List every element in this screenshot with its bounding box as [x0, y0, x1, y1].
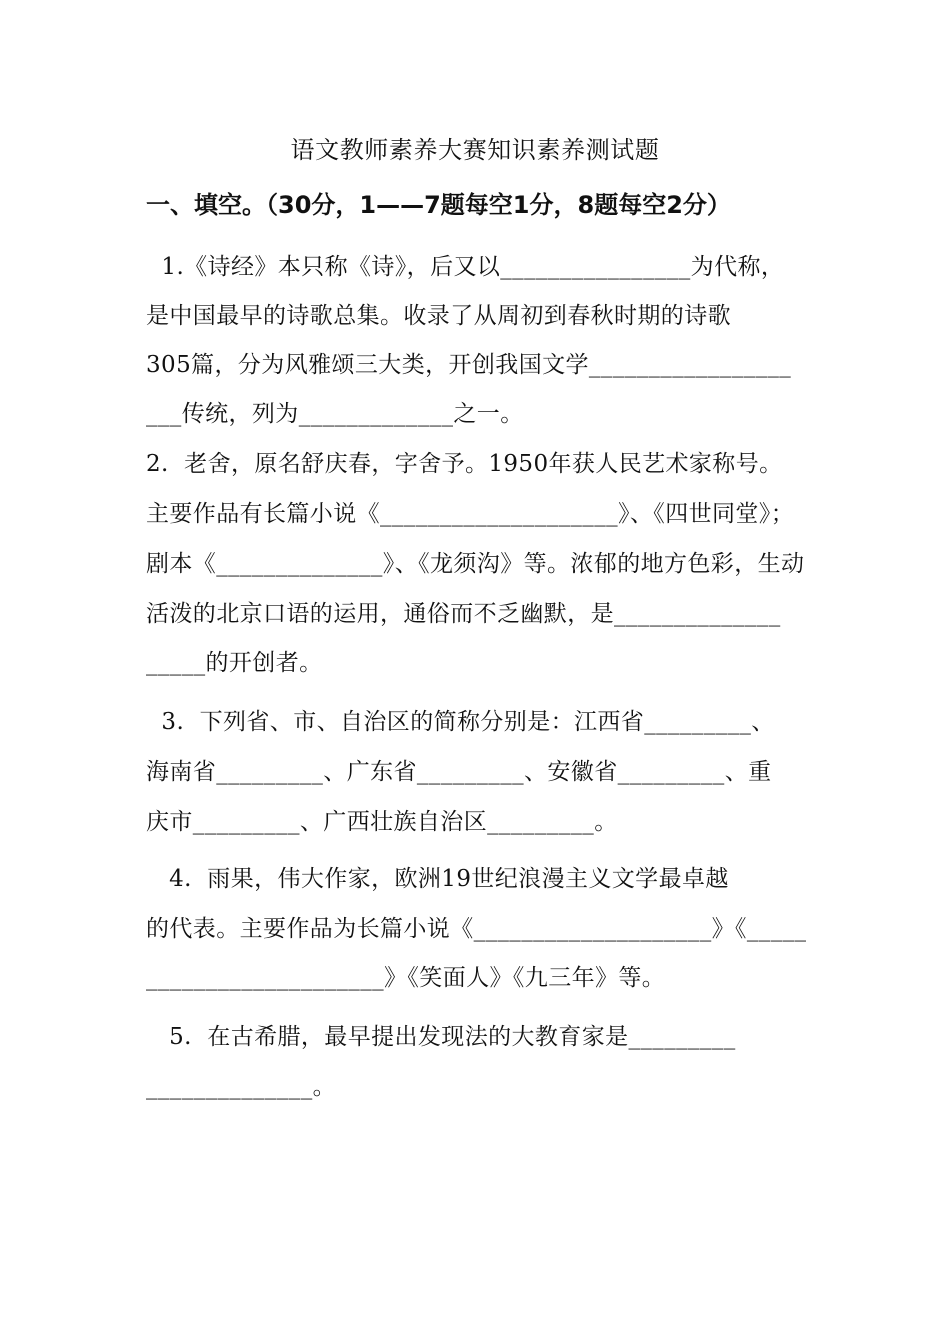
question-2-line-4: 活泼的北京口语的运用，通俗而不乏幽默，是______________ [146, 601, 781, 627]
question-5-line-1: 5. 在古希腊，最早提出发现法的大教育家是_________ [146, 1024, 736, 1050]
question-1-line-1: 1.《诗经》本只称《诗》，后又以________________为代称， [146, 254, 785, 280]
question-2-line-5: _____的开创者。 [146, 650, 323, 676]
question-3-line-2: 海南省_________、广东省_________、安徽省_________、重 [146, 759, 772, 785]
question-4-line-3: ____________________》《笑面人》《九三年》等。 [146, 965, 666, 991]
section-heading: 一、填空。（30分，1——7题每空1分，8题每空2分） [146, 191, 731, 219]
question-4-line-2: 的代表。主要作品为长篇小说《____________________》《_____ [146, 916, 807, 942]
question-1-line-4: ___传统，列为_____________之一。 [146, 401, 524, 427]
question-1-line-2: 是中国最早的诗歌总集。收录了从周初到春秋时期的诗歌 [146, 303, 731, 329]
question-2-line-3: 剧本《______________》、《龙须沟》等。浓郁的地方色彩，生动 [146, 551, 805, 577]
question-3-line-1: 3. 下列省、市、自治区的简称分别是：江西省_________、 [146, 709, 775, 735]
question-4-line-1: 4. 雨果，伟大作家，欧洲19世纪浪漫主义文学最卓越 [146, 866, 729, 892]
question-1-line-3: 305篇，分为风雅颂三大类，开创我国文学_________________ [146, 352, 792, 378]
question-2-line-2: 主要作品有长篇小说《____________________》、《四世同堂》； [146, 501, 795, 527]
question-3-line-3: 庆市_________、广西壮族自治区_________。 [146, 809, 618, 835]
question-2-line-1: 2. 老舍，原名舒庆春，字舍予。1950年获人民艺术家称号。 [146, 451, 783, 477]
question-5-line-2: ______________。 [146, 1074, 336, 1100]
page-title: 语文教师素养大赛知识素养测试题 [290, 136, 660, 164]
